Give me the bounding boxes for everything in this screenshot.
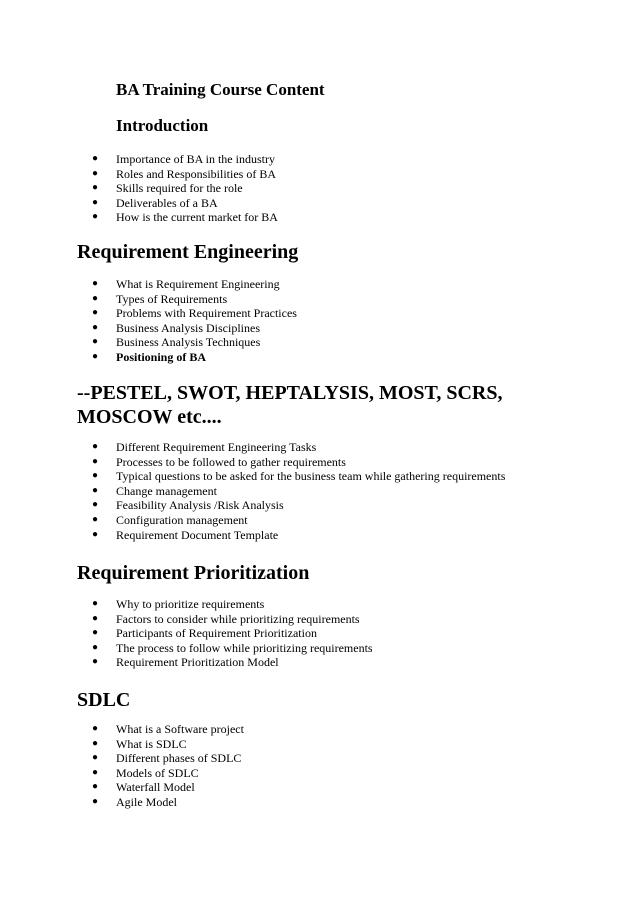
bullet-icon: ●: [92, 766, 99, 778]
sdlc-heading: SDLC: [77, 689, 131, 711]
bullet-icon: ●: [92, 350, 99, 362]
bullet-icon: ●: [92, 455, 99, 467]
requirement-engineering-heading: Requirement Engineering: [77, 241, 299, 263]
bullet-icon: ●: [92, 307, 99, 319]
bullet-icon: ●: [92, 656, 99, 668]
bullet-icon: ●: [92, 484, 99, 496]
bullet-icon: ●: [92, 627, 99, 639]
document-page: BA Training Course Content Introduction ● Importance of BA in the industry ● Roles and Responsibilities of BA ● Skills required for the role ● Deliverables of a BA ● How is the current market for BA Requirement Engineering ● What is Requirement Engineering ● Types of Requirements ● Problems with Requirement Practices ● Business Analysis Disciplines ● Business Analysis Techniques ● Positioning of BA --PESTEL, SWOT, HEPTALYSIS, MOST, SCRS, MOSCOW etc.... ● Different Requirement Engineering Tasks ● Processes to be followed to gather requirements ● Typical questions to be asked for the business team while gathering requirements ● Change management ● Feasibility Analysis /Risk Analysis ● Configuration management ● Requirement Document Template Requirement Prioritization ● Why to prioritize requirements ● Factors to consider while prioritizing requirements ● Participants of Requirement Prioritization ● The process to follow while prioritizing requirements ● Requirement Prioritization Model SDLC ● What is a Software project ● What is SDLC ● Different phases of SDLC ● Models of SDLC ● Waterfall Model ● Agile Model: [0, 0, 638, 903]
document-title: BA Training Course Content: [116, 80, 325, 99]
techniques-heading: --PESTEL, SWOT, HEPTALYSIS, MOST, SCRS, MOSCOW etc....: [77, 382, 503, 428]
bullet-icon: ●: [92, 167, 99, 179]
bullet-icon: ●: [92, 470, 99, 482]
requirement-prioritization-heading: Requirement Prioritization: [77, 562, 310, 584]
bullet-icon: ●: [92, 321, 99, 333]
bullet-icon: ●: [92, 795, 99, 807]
bullet-icon: ●: [92, 182, 99, 194]
bullet-icon: ●: [92, 513, 99, 525]
bullet-icon: ●: [92, 752, 99, 764]
bullet-icon: ●: [92, 211, 99, 223]
introduction-heading: Introduction: [116, 116, 209, 135]
bullet-icon: ●: [92, 499, 99, 511]
bullet-icon: ●: [92, 598, 99, 609]
bullet-icon: ●: [92, 441, 99, 452]
bullet-icon: ●: [92, 612, 99, 624]
bullet-icon: ●: [92, 292, 99, 304]
bullet-icon: ●: [92, 336, 99, 348]
bullet-icon: ●: [92, 528, 99, 540]
bullet-icon: ●: [92, 196, 99, 208]
bullet-icon: ●: [92, 737, 99, 749]
bullet-icon: ●: [92, 278, 99, 289]
bullet-icon: ●: [92, 641, 99, 653]
bullet-icon: ●: [92, 781, 99, 793]
bullet-icon: ●: [92, 153, 99, 164]
bullet-icon: ●: [92, 723, 99, 734]
